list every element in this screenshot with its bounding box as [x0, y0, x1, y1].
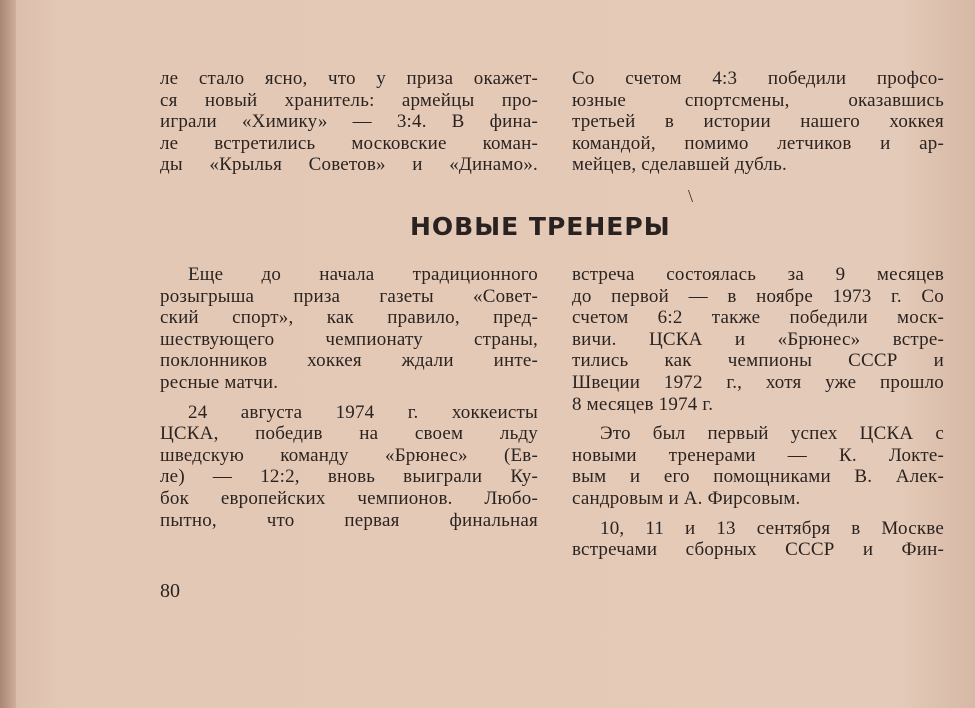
section-heading: НОВЫЕ ТРЕНЕРЫ — [410, 212, 671, 241]
text-line: сандровым и А. Фирсовым. — [572, 487, 801, 509]
text-line: ле стало ясно, что у приза окажет- — [160, 68, 538, 89]
book-spine — [0, 0, 16, 708]
text-line: 8 месяцев 1974 г. — [572, 393, 714, 415]
text-line: встречами сборных СССР и Фин- — [572, 539, 944, 561]
text-line: ЦСКА, победив на своем льду — [160, 423, 538, 445]
text-line: шведскую команду «Брюнес» (Ев- — [160, 444, 538, 466]
text-line: шествующего чемпионату страны, — [160, 328, 538, 350]
text-line: тились как чемпионы СССР и — [572, 350, 944, 372]
text-line: играли «Химику» — 3:4. В фина- — [160, 111, 538, 133]
text-line: вым и его помощниками В. Алек- — [572, 466, 944, 488]
text-line: счетом 6:2 также победили моск- — [572, 307, 944, 329]
page-number: 80 — [160, 580, 180, 602]
top-right-column — [572, 68, 944, 176]
text-line: ле встретились московские коман- — [160, 132, 538, 154]
text-line: 10, 11 и 13 сентября в Москве — [600, 517, 944, 539]
text-line: до первой — в ноябре 1973 г. Со — [572, 285, 944, 307]
text-line: Это был первый успех ЦСКА с — [600, 423, 944, 445]
text-line: ле) — 12:2, вновь выиграли Ку- — [160, 466, 538, 488]
text-line: вичи. ЦСКА и «Брюнес» встре- — [572, 328, 944, 350]
top-left-column — [160, 68, 538, 176]
text-line: ресные матчи. — [160, 371, 279, 393]
text-line: ский спорт», как правило, пред- — [160, 307, 538, 329]
text-line: ся новый хранитель: армейцы про- — [160, 89, 538, 111]
text-line: третьей в истории нашего хоккея — [572, 111, 944, 133]
text-line: Еще до начала традиционного — [188, 264, 538, 285]
text-line: пытно, что первая финальная — [160, 509, 538, 531]
text-line: Со счетом 4:3 победили профсо- — [572, 68, 944, 89]
text-line: бок европейских чемпионов. Любо- — [160, 487, 538, 509]
text-line: поклонников хоккея ждали инте- — [160, 350, 538, 372]
text-line: встреча состоялась за 9 месяцев — [572, 264, 944, 285]
pen-mark: \ — [688, 186, 694, 206]
text-line: мейцев, сделавшей дубль. — [572, 154, 787, 176]
text-line: ды «Крылья Советов» и «Динамо». — [160, 154, 538, 176]
text-line: юзные спортсмены, оказавшись — [572, 89, 944, 111]
text-line: 24 августа 1974 г. хоккеисты — [188, 401, 538, 423]
right-column — [572, 264, 944, 561]
text-line: командой, помимо летчиков и ар- — [572, 132, 944, 154]
left-column — [160, 264, 538, 531]
text-line: Швеции 1972 г., хотя уже прошло — [572, 371, 944, 393]
text-line: розыгрыша приза газеты «Совет- — [160, 285, 538, 307]
text-line: новыми тренерами — К. Локте- — [572, 444, 944, 466]
